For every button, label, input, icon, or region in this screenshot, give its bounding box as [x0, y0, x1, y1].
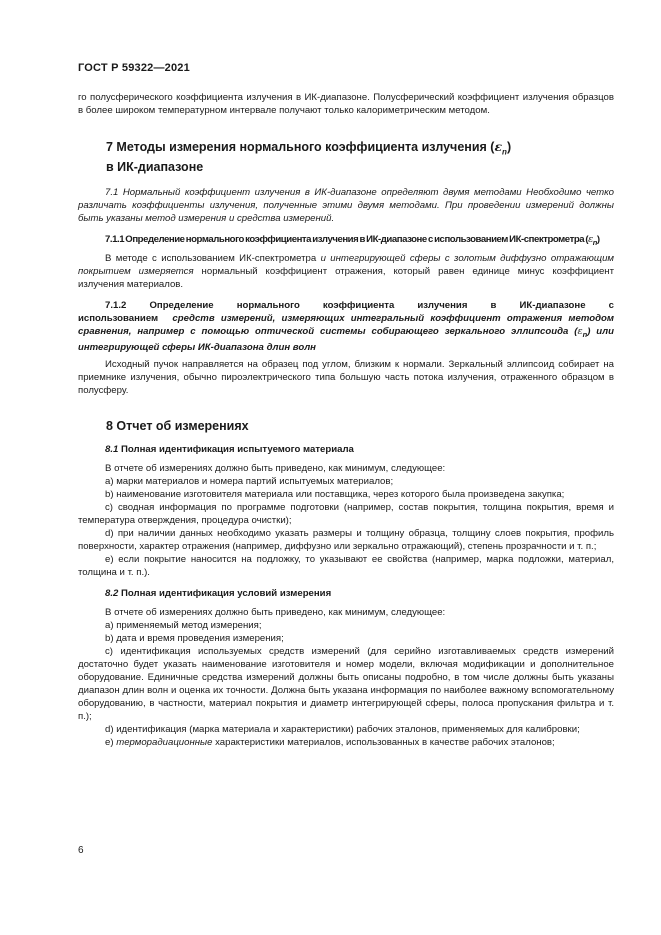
intro-paragraph: го полусферического коэффициента излучения в ИК-диапазоне. Полусферический коэффициент излучения образцов в более широком температурном интервале получают только калориметрическим методом.: [78, 92, 614, 116]
section-7-heading: [106, 139, 614, 175]
p711-text-1: В методе с использованием ИК-спектрометра: [105, 253, 321, 265]
epsilon-symbol-712: ε: [577, 326, 583, 338]
heading-7-1-2-italic: средств измерений, измеряющих интегральный коэффициент отражения методом сравнения, например с помощью оптической системы собирающего зеркального эллипсоида (: [78, 313, 614, 338]
list-item-8-1-c: c) сводная информация по программе подготовки (например, состав покрытия, толщина покрытия, время и температура отверждения, процедура очистки);: [78, 502, 614, 527]
section-7-title-line-2: в ИК-диапазоне: [106, 159, 204, 174]
paragraph-7-1-1: [78, 252, 614, 291]
p711-text-2: нормальный коэффициент отражения, который равен единице минус коэффициент излучения материалов.: [78, 266, 614, 291]
item-e-text: характеристики материалов, использованных в качестве рабочих эталонов;: [212, 737, 555, 749]
item-e-prefix: e): [105, 737, 117, 749]
heading-7-1-1-close: ): [596, 233, 600, 245]
heading-8-1-number: 8.1: [105, 444, 119, 456]
list-item-8-2-e: [78, 736, 614, 749]
heading-8-2-title: Полная идентификация условий измерения: [118, 588, 332, 600]
item-e-italic: терморадиационные: [116, 737, 213, 749]
paragraph-7-1-2: Исходный пучок направляется на образец под углом, близким к нормали. Зеркальный эллипсоид собирает на приемнике излучения, обычно пироэлектрического типа большую часть потока излучения, отраженного образцом в полусферу.: [78, 359, 614, 397]
epsilon-subscript-712: n: [582, 330, 588, 340]
list-item-8-2-b: b) дата и время проведения измерения;: [105, 633, 284, 645]
paragraph-7-1: 7.1 Нормальный коэффициент излучения в ИК-диапазоне определяют двумя методами Необходимо четко различать коэффициенты излучения, полученные этими двумя методами. При проведении измерений должны быть указаны метод измерения и средства измерений.: [78, 186, 614, 224]
heading-8-2: [78, 587, 614, 600]
epsilon-subscript-711: n: [592, 237, 597, 247]
section-7-title-part-2: ): [506, 140, 512, 154]
epsilon-symbol-711: ε: [588, 233, 593, 245]
heading-7-1-2: [78, 299, 614, 354]
paragraph-8-2-lead: В отчете об измерениях должно быть приведено, как минимум, следующее:: [105, 607, 446, 619]
epsilon-symbol: ε: [494, 139, 503, 154]
section-8-heading: 8 Отчет об измерениях: [106, 419, 249, 434]
p711-text-italic: и интегрирующей сферы с золотым диффузно отражающим покрытием измеряется: [78, 253, 614, 278]
list-item-8-1-a: а) марки материалов и номера партий испытуемых материалов;: [105, 476, 394, 488]
page-number: 6: [78, 845, 84, 856]
heading-7-1-2-italic-2: ) или интегрирующей сферы ИК-диапазона длин волн: [78, 326, 614, 354]
heading-7-1-1-text: 7.1.1 Определение нормального коэффициента излучения в ИК-диапазоне с использованием ИК-спектрометра (: [105, 233, 589, 245]
section-7-title-part-1: 7 Методы измерения нормального коэффициента излучения (: [106, 140, 495, 154]
list-item-8-2-d: d) идентификация (марка материала и характеристики) рабочих эталонов, применяемых для калибровки;: [105, 724, 580, 736]
heading-7-1-1: [78, 233, 614, 249]
heading-8-1-title: Полная идентификация испытуемого материала: [118, 444, 354, 456]
heading-7-1-2-text: 7.1.2 Определение нормального коэффициента излучения в ИК-диапазоне с использованием: [78, 300, 614, 325]
page-content: [78, 91, 614, 749]
document-code-header: ГОСТ Р 59322—2021: [78, 62, 190, 74]
heading-8-2-number: 8.2: [105, 588, 119, 600]
list-item-8-2-a: а) применяемый метод измерения;: [105, 620, 262, 632]
list-item-8-1-b: b) наименование изготовителя материала или поставщика, через которого была произведена закупка;: [105, 489, 565, 501]
list-item-8-1-d: d) при наличии данных необходимо указать размеры и толщину образца, толщину слоев покрытия, профиль поверхности, характер отражения (например, диффузно или зеркально отражающий), степень прозрачности и т. п.;: [78, 528, 614, 553]
list-item-8-1-e: e) если покрытие наносится на подложку, то указывают ее свойства (например, марка подложки, материал, толщина и т. п.).: [78, 554, 614, 579]
epsilon-subscript: n: [502, 147, 507, 157]
list-item-8-2-c: c) идентификация используемых средств измерений (для серийно изготавливаемых средств измерений достаточно будет указать наименование изготовителя и номер модели, включая модификации и дополнительное оборудование. Единичные средства измерений должны быть описаны подробно, в том числе должны быть указаны диапазон длин волн и оценка их точности. Должна быть указана информация по наиболее важному вспомогательному оборудованию, в частности, материал покрытия и диаметр интегрирующей сферы, полоса пропускания фильтра и т. п.);: [78, 646, 614, 723]
heading-8-1: [78, 443, 614, 456]
paragraph-8-1-lead: В отчете об измерениях должно быть приведено, как минимум, следующее:: [105, 463, 446, 475]
